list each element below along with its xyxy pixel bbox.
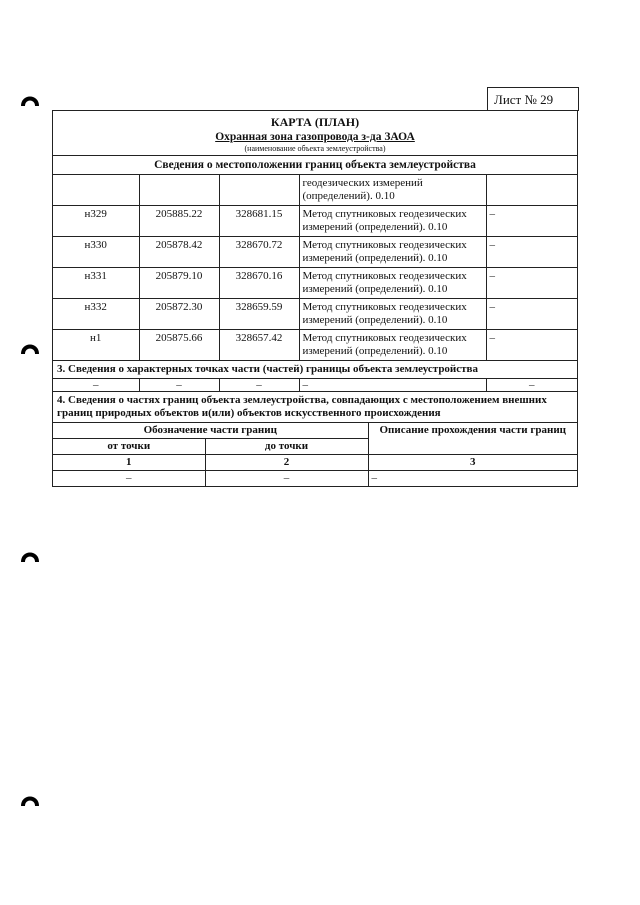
- measurement-method: Метод спутниковых геодезических измерений (определений). 0.10: [299, 237, 486, 268]
- table-row: [53, 175, 577, 206]
- column-number: 3: [368, 455, 577, 471]
- column-number: 1: [53, 455, 205, 471]
- punch-hole-mark: [21, 792, 39, 808]
- table-cell: –: [139, 379, 219, 392]
- column-header-description: Описание прохождения части границ: [368, 423, 577, 455]
- point-name: н332: [53, 299, 139, 330]
- point-note: –: [486, 330, 577, 361]
- coordinate-x: 205878.42: [139, 237, 219, 268]
- table-row: [53, 330, 577, 361]
- document-header: [53, 111, 577, 156]
- punch-hole-mark: [21, 340, 39, 356]
- point-note: –: [486, 237, 577, 268]
- coordinate-x: 205879.10: [139, 268, 219, 299]
- point-note: –: [486, 268, 577, 299]
- coordinate-y: 328670.72: [219, 237, 299, 268]
- measurement-method: Метод спутниковых геодезических измерений (определений). 0.10: [299, 299, 486, 330]
- section-3-title: 3. Сведения о характерных точках части (частей) границы объекта землеустройства: [57, 363, 478, 375]
- column-header-to: до точки: [205, 439, 368, 455]
- section-4-table: [53, 422, 577, 486]
- section-4: [53, 392, 577, 486]
- table-cell: –: [368, 471, 577, 487]
- table-row: [53, 268, 577, 299]
- points-table: [53, 175, 577, 360]
- measurement-method: Метод спутниковых геодезических измерений (определений). 0.10: [299, 268, 486, 299]
- measurement-method: геодезических измерений (определений). 0.10: [299, 175, 486, 206]
- punch-hole-mark: [21, 92, 39, 108]
- punch-hole-mark: [21, 548, 39, 564]
- sheet-number: Лист № 29: [487, 87, 579, 111]
- point-name: [53, 175, 139, 206]
- table-cell: –: [205, 471, 368, 487]
- point-name: н330: [53, 237, 139, 268]
- table-cell: –: [486, 379, 577, 392]
- coordinate-y: [219, 175, 299, 206]
- coordinate-x: 205872.30: [139, 299, 219, 330]
- column-group-header: Обозначение части границ: [53, 423, 368, 439]
- coordinate-y: 328657.42: [219, 330, 299, 361]
- column-header-from: от точки: [53, 439, 205, 455]
- coordinate-x: 205875.66: [139, 330, 219, 361]
- coordinate-x: 205885.22: [139, 206, 219, 237]
- table-row: [53, 237, 577, 268]
- section-3: [53, 361, 577, 392]
- object-name: Охранная зона газопровода з-да ЗАОА: [215, 131, 415, 143]
- table-row: [53, 299, 577, 330]
- column-number: 2: [205, 455, 368, 471]
- coordinate-y: 328659.59: [219, 299, 299, 330]
- section-4-title: 4. Сведения о частях границ объекта землеустройства, совпадающих с местоположением внешних границ природных объектов и(или) объектов искусственного происхождения: [57, 394, 547, 419]
- table-cell: –: [53, 379, 139, 392]
- points-table-wrapper: [53, 175, 577, 361]
- section-3-table: [53, 378, 577, 391]
- point-note: [486, 175, 577, 206]
- document-title: КАРТА (ПЛАН): [270, 115, 360, 129]
- table-cell: –: [219, 379, 299, 392]
- point-name: н329: [53, 206, 139, 237]
- table-cell: –: [53, 471, 205, 487]
- measurement-method: Метод спутниковых геодезических измерений (определений). 0.10: [299, 206, 486, 237]
- coordinate-x: [139, 175, 219, 206]
- point-note: –: [486, 299, 577, 330]
- map-plan-document: [52, 110, 578, 487]
- point-name: н331: [53, 268, 139, 299]
- point-note: –: [486, 206, 577, 237]
- measurement-method: Метод спутниковых геодезических измерений (определений). 0.10: [299, 330, 486, 361]
- table-cell: –: [299, 379, 486, 392]
- location-section-title: Сведения о местоположении границ объекта землеустройства: [53, 156, 577, 175]
- table-row: [53, 206, 577, 237]
- coordinate-y: 328681.15: [219, 206, 299, 237]
- point-name: н1: [53, 330, 139, 361]
- coordinate-y: 328670.16: [219, 268, 299, 299]
- object-name-hint: (наименование объекта землеустройства): [244, 144, 386, 153]
